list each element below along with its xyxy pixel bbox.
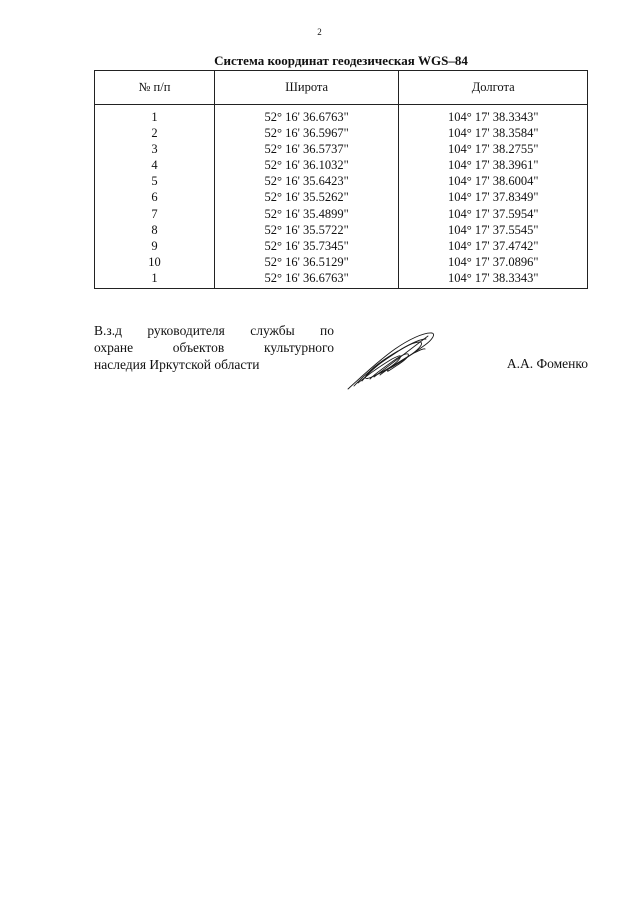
cell-number: 3 bbox=[95, 141, 215, 157]
cell-number: 4 bbox=[95, 157, 215, 173]
table-row bbox=[95, 173, 588, 189]
table-row bbox=[95, 254, 588, 270]
cell-longitude: 104° 17' 37.4742" bbox=[399, 238, 588, 254]
coordinates-table bbox=[94, 70, 588, 289]
cell-latitude: 52° 16' 35.5262" bbox=[214, 189, 399, 205]
cell-number: 7 bbox=[95, 206, 215, 222]
cell-longitude: 104° 17' 37.5545" bbox=[399, 222, 588, 238]
table-header-row bbox=[95, 71, 588, 105]
cell-latitude: 52° 16' 36.5737" bbox=[214, 141, 399, 157]
cell-longitude: 104° 17' 38.2755" bbox=[399, 141, 588, 157]
handwritten-signature-icon bbox=[340, 323, 440, 395]
cell-number: 2 bbox=[95, 125, 215, 141]
cell-longitude: 104° 17' 38.6004" bbox=[399, 173, 588, 189]
cell-number: 1 bbox=[95, 105, 215, 126]
cell-longitude: 104° 17' 38.3343" bbox=[399, 105, 588, 126]
cell-latitude: 52° 16' 36.6763" bbox=[214, 105, 399, 126]
cell-latitude: 52° 16' 35.4899" bbox=[214, 206, 399, 222]
cell-longitude: 104° 17' 37.5954" bbox=[399, 206, 588, 222]
cell-longitude: 104° 17' 38.3343" bbox=[399, 270, 588, 289]
header-latitude: Широта bbox=[214, 71, 399, 105]
table-row bbox=[95, 189, 588, 205]
cell-number: 10 bbox=[95, 254, 215, 270]
signer-position-line: В.з.д руководителя службы по bbox=[94, 323, 334, 338]
signer-name: А.А. Фоменко bbox=[506, 356, 588, 371]
cell-number: 8 bbox=[95, 222, 215, 238]
signer-position-line: наследия Иркутской области bbox=[94, 357, 260, 372]
table-row bbox=[95, 270, 588, 289]
table-row bbox=[95, 238, 588, 254]
cell-number: 5 bbox=[95, 173, 215, 189]
signer-position-line: охране объектов культурного bbox=[94, 340, 334, 355]
cell-longitude: 104° 17' 37.8349" bbox=[399, 189, 588, 205]
table-row bbox=[95, 141, 588, 157]
cell-latitude: 52° 16' 36.6763" bbox=[214, 270, 399, 289]
cell-longitude: 104° 17' 38.3961" bbox=[399, 157, 588, 173]
cell-number: 6 bbox=[95, 189, 215, 205]
page-number: 2 bbox=[317, 27, 322, 37]
table-row bbox=[95, 125, 588, 141]
cell-longitude: 104° 17' 38.3584" bbox=[399, 125, 588, 141]
table-row bbox=[95, 206, 588, 222]
cell-number: 1 bbox=[95, 270, 215, 289]
table-row bbox=[95, 105, 588, 126]
table-title: Система координат геодезическая WGS–84 bbox=[214, 53, 468, 68]
cell-latitude: 52° 16' 35.5722" bbox=[214, 222, 399, 238]
cell-number: 9 bbox=[95, 238, 215, 254]
cell-latitude: 52° 16' 36.1032" bbox=[214, 157, 399, 173]
table-row bbox=[95, 157, 588, 173]
header-number: № п/п bbox=[95, 71, 215, 105]
cell-latitude: 52° 16' 36.5129" bbox=[214, 254, 399, 270]
cell-longitude: 104° 17' 37.0896" bbox=[399, 254, 588, 270]
cell-latitude: 52° 16' 36.5967" bbox=[214, 125, 399, 141]
table-body bbox=[95, 105, 588, 289]
signer-position bbox=[94, 322, 334, 373]
cell-latitude: 52° 16' 35.7345" bbox=[214, 238, 399, 254]
table-row bbox=[95, 222, 588, 238]
cell-latitude: 52° 16' 35.6423" bbox=[214, 173, 399, 189]
header-longitude: Долгота bbox=[399, 71, 588, 105]
